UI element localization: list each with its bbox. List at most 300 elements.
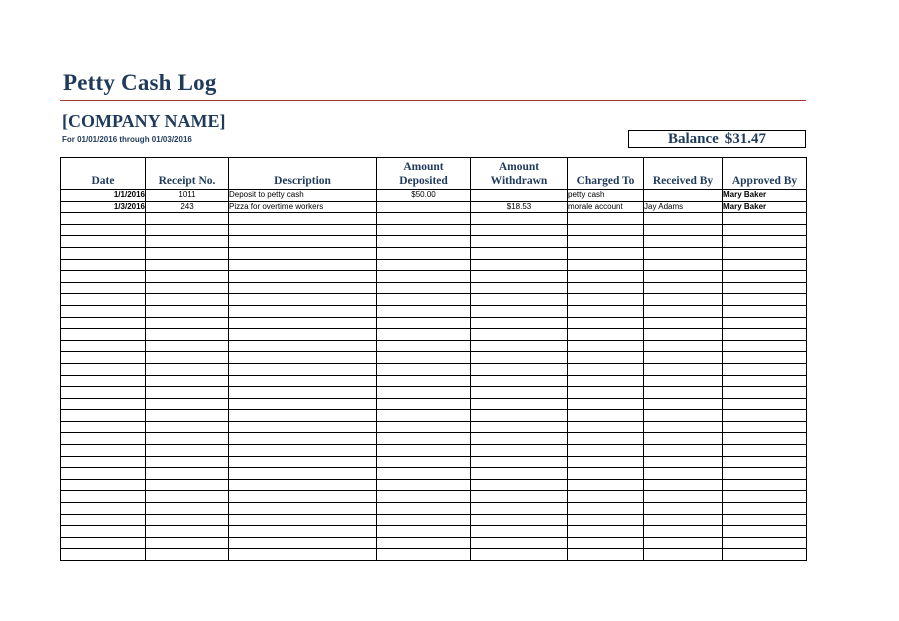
cell-description[interactable] <box>229 398 377 410</box>
cell-description[interactable] <box>229 329 377 341</box>
cell-amount-withdrawn[interactable] <box>471 514 568 526</box>
cell-receipt-no[interactable] <box>146 213 229 225</box>
cell-amount-withdrawn[interactable] <box>471 352 568 364</box>
cell-amount-withdrawn[interactable] <box>471 479 568 491</box>
cell-amount-deposited[interactable] <box>377 421 471 433</box>
cell-receipt-no[interactable] <box>146 398 229 410</box>
cell-received-by[interactable] <box>644 491 723 503</box>
table-row <box>61 433 807 445</box>
cell-amount-withdrawn[interactable] <box>471 549 568 561</box>
cell-charged-to[interactable] <box>568 387 644 399</box>
cell-receipt-no[interactable] <box>146 259 229 271</box>
cell-description[interactable] <box>229 224 377 236</box>
cell-approved-by[interactable] <box>723 514 807 526</box>
cell-received-by[interactable] <box>644 236 723 248</box>
cell-approved-by[interactable] <box>723 398 807 410</box>
cell-amount-deposited[interactable] <box>377 329 471 341</box>
cell-receipt-no[interactable] <box>146 224 229 236</box>
cell-description[interactable] <box>229 259 377 271</box>
cell-date[interactable] <box>61 526 146 538</box>
cell-received-by[interactable] <box>644 514 723 526</box>
cell-amount-withdrawn[interactable] <box>471 271 568 283</box>
cell-date[interactable] <box>61 247 146 259</box>
cell-date[interactable] <box>61 398 146 410</box>
table-row <box>61 352 807 364</box>
cell-amount-deposited[interactable] <box>377 456 471 468</box>
cell-approved-by[interactable] <box>723 421 807 433</box>
cell-receipt-no[interactable] <box>146 305 229 317</box>
cell-date[interactable] <box>61 503 146 515</box>
cell-receipt-no[interactable]: 1011 <box>146 190 229 202</box>
cell-receipt-no[interactable] <box>146 468 229 480</box>
cell-receipt-no[interactable] <box>146 387 229 399</box>
col-header-date: Date <box>61 158 146 190</box>
cell-received-by[interactable] <box>644 329 723 341</box>
cell-amount-deposited[interactable] <box>377 503 471 515</box>
cell-charged-to[interactable] <box>568 526 644 538</box>
cell-received-by[interactable] <box>644 352 723 364</box>
cell-charged-to[interactable] <box>568 549 644 561</box>
cell-receipt-no[interactable] <box>146 503 229 515</box>
cell-charged-to[interactable] <box>568 236 644 248</box>
cell-approved-by[interactable] <box>723 526 807 538</box>
cell-received-by[interactable] <box>644 433 723 445</box>
cell-date[interactable] <box>61 456 146 468</box>
cell-approved-by[interactable] <box>723 352 807 364</box>
cell-receipt-no[interactable] <box>146 491 229 503</box>
table-row <box>61 259 807 271</box>
cell-date[interactable] <box>61 479 146 491</box>
cell-date[interactable] <box>61 514 146 526</box>
cell-charged-to[interactable] <box>568 363 644 375</box>
cell-amount-deposited[interactable] <box>377 247 471 259</box>
cell-amount-deposited[interactable] <box>377 317 471 329</box>
cell-approved-by[interactable] <box>723 479 807 491</box>
col-header-description: Description <box>229 158 377 190</box>
cell-received-by[interactable] <box>644 282 723 294</box>
cell-approved-by[interactable] <box>723 491 807 503</box>
cell-receipt-no[interactable] <box>146 247 229 259</box>
cell-received-by[interactable] <box>644 445 723 457</box>
cell-charged-to[interactable] <box>568 421 644 433</box>
cell-charged-to[interactable] <box>568 375 644 387</box>
cell-description[interactable] <box>229 375 377 387</box>
cell-date[interactable] <box>61 282 146 294</box>
cell-charged-to[interactable] <box>568 479 644 491</box>
cell-receipt-no[interactable] <box>146 352 229 364</box>
cell-amount-withdrawn[interactable] <box>471 387 568 399</box>
table-row <box>61 213 807 225</box>
cell-received-by[interactable] <box>644 549 723 561</box>
cell-description[interactable] <box>229 213 377 225</box>
cell-charged-to[interactable] <box>568 259 644 271</box>
cell-description[interactable] <box>229 236 377 248</box>
cell-description[interactable] <box>229 491 377 503</box>
cell-amount-deposited[interactable] <box>377 294 471 306</box>
cell-received-by[interactable] <box>644 247 723 259</box>
cell-approved-by[interactable] <box>723 317 807 329</box>
cell-date[interactable] <box>61 410 146 422</box>
cell-amount-withdrawn[interactable] <box>471 363 568 375</box>
cell-amount-withdrawn[interactable] <box>471 294 568 306</box>
cell-amount-deposited[interactable] <box>377 236 471 248</box>
cell-date[interactable] <box>61 537 146 549</box>
cell-received-by[interactable] <box>644 271 723 283</box>
table-row <box>61 421 807 433</box>
cell-approved-by[interactable]: Mary Baker <box>723 190 807 202</box>
cell-amount-deposited[interactable] <box>377 305 471 317</box>
cell-amount-deposited[interactable] <box>377 375 471 387</box>
cell-charged-to[interactable] <box>568 398 644 410</box>
cell-date[interactable] <box>61 445 146 457</box>
table-row <box>61 190 807 202</box>
cell-approved-by[interactable]: Mary Baker <box>723 201 807 213</box>
cell-date[interactable] <box>61 352 146 364</box>
cell-approved-by[interactable] <box>723 456 807 468</box>
cell-charged-to[interactable] <box>568 271 644 283</box>
cell-amount-withdrawn[interactable] <box>471 329 568 341</box>
table-row <box>61 445 807 457</box>
table-row <box>61 375 807 387</box>
cell-approved-by[interactable] <box>723 445 807 457</box>
cell-charged-to[interactable]: petty cash <box>568 190 644 202</box>
cell-amount-deposited[interactable] <box>377 479 471 491</box>
cell-received-by[interactable]: Jay Adams <box>644 201 723 213</box>
cell-description[interactable] <box>229 247 377 259</box>
cell-amount-deposited[interactable] <box>377 282 471 294</box>
cell-charged-to[interactable] <box>568 247 644 259</box>
cell-receipt-no[interactable] <box>146 294 229 306</box>
cell-received-by[interactable] <box>644 363 723 375</box>
cell-approved-by[interactable] <box>723 468 807 480</box>
cell-date[interactable] <box>61 329 146 341</box>
company-name: [COMPANY NAME] <box>62 111 226 131</box>
cell-date[interactable] <box>61 236 146 248</box>
cell-amount-withdrawn[interactable] <box>471 445 568 457</box>
cell-date[interactable]: 1/1/2016 <box>61 190 146 202</box>
cell-receipt-no[interactable] <box>146 421 229 433</box>
cell-date[interactable] <box>61 433 146 445</box>
cell-amount-withdrawn[interactable] <box>471 433 568 445</box>
cell-date[interactable]: 1/3/2016 <box>61 201 146 213</box>
cell-amount-deposited[interactable] <box>377 352 471 364</box>
col-header-receipt-no: Receipt No. <box>146 158 229 190</box>
table-row <box>61 340 807 352</box>
cell-charged-to[interactable]: morale account <box>568 201 644 213</box>
balance-label: Balance <box>667 131 719 147</box>
cell-amount-withdrawn[interactable] <box>471 247 568 259</box>
cell-charged-to[interactable] <box>568 468 644 480</box>
table-row <box>61 398 807 410</box>
cell-amount-deposited[interactable] <box>377 259 471 271</box>
cell-approved-by[interactable] <box>723 329 807 341</box>
cell-charged-to[interactable] <box>568 340 644 352</box>
cell-received-by[interactable] <box>644 526 723 538</box>
cell-approved-by[interactable] <box>723 340 807 352</box>
cell-charged-to[interactable] <box>568 305 644 317</box>
cell-date[interactable] <box>61 294 146 306</box>
cell-approved-by[interactable] <box>723 549 807 561</box>
cell-amount-deposited[interactable] <box>377 363 471 375</box>
cell-description[interactable] <box>229 421 377 433</box>
cell-charged-to[interactable] <box>568 213 644 225</box>
cell-charged-to[interactable] <box>568 282 644 294</box>
cell-amount-deposited[interactable] <box>377 468 471 480</box>
petty-cash-table <box>60 157 807 561</box>
cell-amount-deposited[interactable] <box>377 213 471 225</box>
cell-date[interactable] <box>61 387 146 399</box>
cell-charged-to[interactable] <box>568 433 644 445</box>
cell-approved-by[interactable] <box>723 410 807 422</box>
cell-date[interactable] <box>61 224 146 236</box>
cell-approved-by[interactable] <box>723 271 807 283</box>
cell-approved-by[interactable] <box>723 236 807 248</box>
cell-date[interactable] <box>61 271 146 283</box>
cell-amount-withdrawn[interactable] <box>471 503 568 515</box>
cell-charged-to[interactable] <box>568 503 644 515</box>
cell-amount-deposited[interactable] <box>377 526 471 538</box>
cell-description[interactable] <box>229 317 377 329</box>
col-header-approved-by: Approved By <box>723 158 807 190</box>
cell-description[interactable] <box>229 387 377 399</box>
cell-approved-by[interactable] <box>723 259 807 271</box>
cell-approved-by[interactable] <box>723 247 807 259</box>
cell-approved-by[interactable] <box>723 375 807 387</box>
cell-description[interactable] <box>229 294 377 306</box>
cell-date[interactable] <box>61 549 146 561</box>
cell-date[interactable] <box>61 363 146 375</box>
cell-charged-to[interactable] <box>568 456 644 468</box>
cell-description[interactable] <box>229 526 377 538</box>
cell-description[interactable] <box>229 410 377 422</box>
cell-amount-withdrawn[interactable] <box>471 375 568 387</box>
cell-description[interactable] <box>229 479 377 491</box>
cell-description[interactable]: Pizza for overtime workers <box>229 201 377 213</box>
cell-charged-to[interactable] <box>568 329 644 341</box>
table-row <box>61 329 807 341</box>
cell-date[interactable] <box>61 213 146 225</box>
table-row <box>61 410 807 422</box>
table-row <box>61 456 807 468</box>
cell-amount-withdrawn[interactable]: $18.53 <box>471 201 568 213</box>
cell-approved-by[interactable] <box>723 387 807 399</box>
cell-amount-deposited[interactable] <box>377 410 471 422</box>
cell-amount-withdrawn[interactable] <box>471 305 568 317</box>
cell-amount-withdrawn[interactable] <box>471 468 568 480</box>
cell-amount-deposited[interactable] <box>377 201 471 213</box>
table-row <box>61 305 807 317</box>
cell-description[interactable] <box>229 445 377 457</box>
table-row <box>61 468 807 480</box>
cell-charged-to[interactable] <box>568 514 644 526</box>
cell-approved-by[interactable] <box>723 537 807 549</box>
cell-amount-withdrawn[interactable] <box>471 340 568 352</box>
table-row <box>61 247 807 259</box>
cell-received-by[interactable] <box>644 213 723 225</box>
cell-amount-deposited[interactable] <box>377 445 471 457</box>
col-header-amount-withdrawn: Amount Withdrawn <box>471 158 568 190</box>
cell-charged-to[interactable] <box>568 317 644 329</box>
cell-description[interactable] <box>229 456 377 468</box>
cell-description[interactable] <box>229 340 377 352</box>
cell-amount-withdrawn[interactable] <box>471 224 568 236</box>
table-row <box>61 479 807 491</box>
table-row <box>61 514 807 526</box>
cell-description[interactable]: Deposit to petty cash <box>229 190 377 202</box>
table-header-row <box>61 158 807 190</box>
col-header-charged-to: Charged To <box>568 158 644 190</box>
cell-amount-withdrawn[interactable] <box>471 526 568 538</box>
cell-receipt-no[interactable] <box>146 375 229 387</box>
cell-date[interactable] <box>61 421 146 433</box>
cell-received-by[interactable] <box>644 479 723 491</box>
cell-amount-withdrawn[interactable] <box>471 398 568 410</box>
cell-received-by[interactable] <box>644 375 723 387</box>
cell-description[interactable] <box>229 271 377 283</box>
cell-amount-withdrawn[interactable] <box>471 491 568 503</box>
cell-receipt-no[interactable] <box>146 282 229 294</box>
cell-charged-to[interactable] <box>568 294 644 306</box>
cell-amount-withdrawn[interactable] <box>471 456 568 468</box>
page-title: Petty Cash Log <box>63 70 217 95</box>
cell-amount-deposited[interactable] <box>377 271 471 283</box>
balance-value: $31.47 <box>724 131 767 147</box>
cell-amount-withdrawn[interactable] <box>471 537 568 549</box>
cell-received-by[interactable] <box>644 294 723 306</box>
cell-approved-by[interactable] <box>723 224 807 236</box>
table-row <box>61 236 807 248</box>
cell-description[interactable] <box>229 433 377 445</box>
cell-received-by[interactable] <box>644 340 723 352</box>
cell-approved-by[interactable] <box>723 282 807 294</box>
cell-receipt-no[interactable]: 243 <box>146 201 229 213</box>
cell-charged-to[interactable] <box>568 537 644 549</box>
cell-description[interactable] <box>229 305 377 317</box>
cell-received-by[interactable] <box>644 410 723 422</box>
table-row <box>61 317 807 329</box>
cell-amount-withdrawn[interactable] <box>471 190 568 202</box>
cell-receipt-no[interactable] <box>146 526 229 538</box>
cell-received-by[interactable] <box>644 317 723 329</box>
cell-approved-by[interactable] <box>723 305 807 317</box>
cell-receipt-no[interactable] <box>146 433 229 445</box>
cell-description[interactable] <box>229 352 377 364</box>
cell-amount-withdrawn[interactable] <box>471 259 568 271</box>
cell-receipt-no[interactable] <box>146 363 229 375</box>
cell-date[interactable] <box>61 340 146 352</box>
cell-amount-withdrawn[interactable] <box>471 317 568 329</box>
table-row <box>61 549 807 561</box>
cell-receipt-no[interactable] <box>146 236 229 248</box>
cell-received-by[interactable] <box>644 456 723 468</box>
cell-received-by[interactable] <box>644 259 723 271</box>
cell-receipt-no[interactable] <box>146 456 229 468</box>
cell-approved-by[interactable] <box>723 503 807 515</box>
cell-amount-deposited[interactable] <box>377 537 471 549</box>
cell-date[interactable] <box>61 317 146 329</box>
cell-received-by[interactable] <box>644 190 723 202</box>
cell-description[interactable] <box>229 549 377 561</box>
cell-receipt-no[interactable] <box>146 537 229 549</box>
cell-amount-deposited[interactable] <box>377 224 471 236</box>
cell-received-by[interactable] <box>644 305 723 317</box>
cell-amount-deposited[interactable]: $50.00 <box>377 190 471 202</box>
cell-receipt-no[interactable] <box>146 329 229 341</box>
cell-receipt-no[interactable] <box>146 549 229 561</box>
table-row <box>61 387 807 399</box>
cell-amount-deposited[interactable] <box>377 387 471 399</box>
cell-receipt-no[interactable] <box>146 340 229 352</box>
cell-date[interactable] <box>61 305 146 317</box>
cell-amount-deposited[interactable] <box>377 549 471 561</box>
cell-received-by[interactable] <box>644 387 723 399</box>
cell-receipt-no[interactable] <box>146 410 229 422</box>
cell-description[interactable] <box>229 282 377 294</box>
cell-amount-deposited[interactable] <box>377 491 471 503</box>
cell-amount-deposited[interactable] <box>377 433 471 445</box>
cell-amount-withdrawn[interactable] <box>471 213 568 225</box>
cell-description[interactable] <box>229 537 377 549</box>
cell-date[interactable] <box>61 468 146 480</box>
cell-amount-deposited[interactable] <box>377 514 471 526</box>
table-row <box>61 363 807 375</box>
cell-charged-to[interactable] <box>568 491 644 503</box>
cell-received-by[interactable] <box>644 537 723 549</box>
cell-description[interactable] <box>229 503 377 515</box>
cell-amount-withdrawn[interactable] <box>471 421 568 433</box>
table-row <box>61 537 807 549</box>
cell-amount-withdrawn[interactable] <box>471 410 568 422</box>
cell-approved-by[interactable] <box>723 433 807 445</box>
cell-approved-by[interactable] <box>723 363 807 375</box>
cell-amount-withdrawn[interactable] <box>471 236 568 248</box>
cell-date[interactable] <box>61 491 146 503</box>
cell-approved-by[interactable] <box>723 213 807 225</box>
cell-amount-deposited[interactable] <box>377 398 471 410</box>
cell-receipt-no[interactable] <box>146 317 229 329</box>
cell-receipt-no[interactable] <box>146 479 229 491</box>
cell-charged-to[interactable] <box>568 224 644 236</box>
col-header-received-by: Received By <box>644 158 723 190</box>
cell-charged-to[interactable] <box>568 410 644 422</box>
table-row <box>61 491 807 503</box>
cell-amount-deposited[interactable] <box>377 340 471 352</box>
date-range: For 01/01/2016 through 01/03/2016 <box>62 135 192 144</box>
cell-receipt-no[interactable] <box>146 445 229 457</box>
table-row <box>61 526 807 538</box>
cell-received-by[interactable] <box>644 398 723 410</box>
table-row <box>61 201 807 213</box>
cell-charged-to[interactable] <box>568 445 644 457</box>
cell-receipt-no[interactable] <box>146 271 229 283</box>
table-row <box>61 503 807 515</box>
cell-description[interactable] <box>229 363 377 375</box>
cell-received-by[interactable] <box>644 224 723 236</box>
cell-received-by[interactable] <box>644 421 723 433</box>
cell-date[interactable] <box>61 375 146 387</box>
cell-amount-withdrawn[interactable] <box>471 282 568 294</box>
cell-received-by[interactable] <box>644 503 723 515</box>
cell-received-by[interactable] <box>644 468 723 480</box>
cell-description[interactable] <box>229 468 377 480</box>
table-row <box>61 271 807 283</box>
cell-receipt-no[interactable] <box>146 514 229 526</box>
table-row <box>61 282 807 294</box>
cell-charged-to[interactable] <box>568 352 644 364</box>
cell-description[interactable] <box>229 514 377 526</box>
cell-date[interactable] <box>61 259 146 271</box>
cell-approved-by[interactable] <box>723 294 807 306</box>
